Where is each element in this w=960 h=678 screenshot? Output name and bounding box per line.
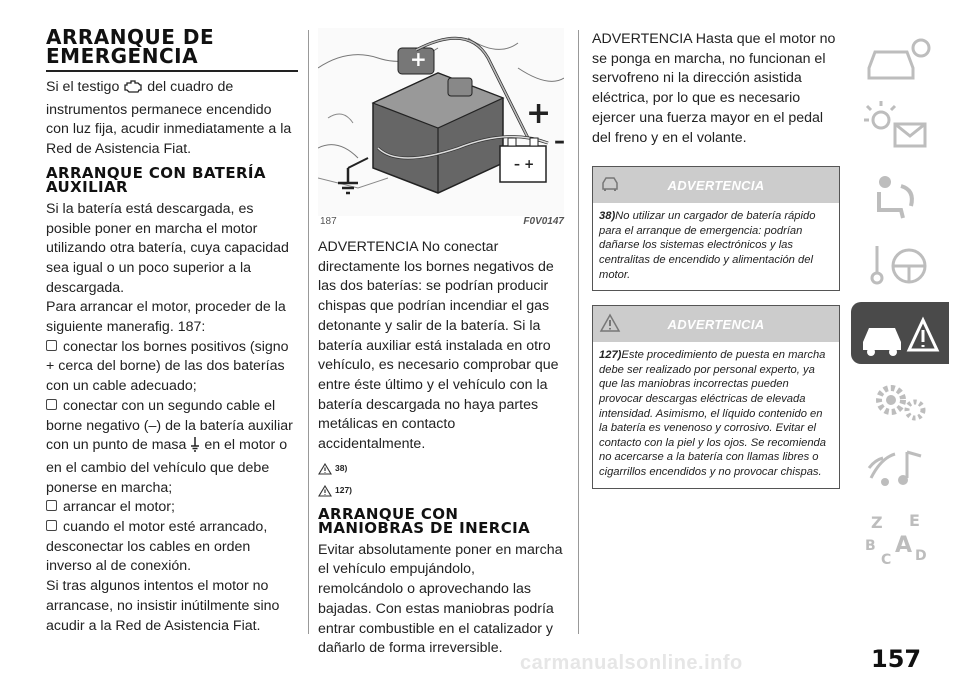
tab-emergency[interactable] bbox=[851, 302, 949, 364]
svg-text:C: C bbox=[881, 552, 892, 568]
section-title: ARRANQUE DE EMERGENCIA bbox=[46, 28, 298, 72]
svg-text:+: + bbox=[526, 96, 552, 131]
warning-triangle-icon bbox=[318, 485, 335, 499]
tab-maintenance[interactable] bbox=[851, 370, 949, 432]
warning-header: ADVERTENCIA bbox=[593, 306, 839, 342]
paragraph: Evitar absolutamente poner en marcha el vehículo empujándolo, remolcándolo o aprovechando las bajadas. Con estas maniobras podría entrar combustible en el catalizador y dañarlo de forma irreversible. bbox=[318, 541, 563, 657]
subsection-title: ARRANQUE CON BATERÍA AUXILIAR bbox=[46, 163, 266, 196]
subsection-title: ARRANQUE CON MANIOBRAS DE INERCIA bbox=[318, 504, 531, 537]
chapter-tabs bbox=[851, 30, 949, 574]
ground-icon bbox=[190, 437, 200, 459]
tab-multimedia[interactable] bbox=[851, 438, 949, 500]
page-number: 157 bbox=[871, 645, 922, 673]
svg-text:A: A bbox=[895, 533, 913, 558]
svg-text:E: E bbox=[909, 511, 920, 530]
column-3 bbox=[592, 30, 840, 489]
column-divider bbox=[578, 30, 579, 634]
tab-starting[interactable] bbox=[851, 234, 949, 296]
warning-body: 38)No utilizar un cargador de batería rápido para el arranque de emergencia: podrían dañarse los sistemas electrónicos y las centralitas de encendido y alimentación del motor. bbox=[599, 210, 816, 281]
paragraph: Si tras algunos intentos el motor no arrancase, no insistir inútilmente sino acudir a la Red de Asistencia Fiat. bbox=[46, 578, 280, 634]
tab-index[interactable] bbox=[851, 506, 949, 568]
warning-box bbox=[592, 305, 840, 488]
warning-body: 127)Este procedimiento de puesta en marcha debe ser realizado por personal experto, ya que las maniobras incorrectas pueden provocar descargas eléctricas de elevada intensidad. Asimismo, el líquido contenido en la batería es venenoso y corrosivo. Evitar el contacto con la piel y los ojos. Se recomienda no acercarse a la batería con llamas libres o cigarrillos encendidos y no provocar chispas. bbox=[599, 349, 826, 478]
svg-text:B: B bbox=[865, 538, 876, 554]
svg-text:D: D bbox=[915, 548, 927, 564]
reference-127: 127) bbox=[318, 485, 564, 499]
tab-safety[interactable] bbox=[851, 166, 949, 228]
battery-jump-figure bbox=[318, 28, 564, 216]
bullet-item: conectar los bornes positivos (signo + cerca del borne) de las dos baterías con un cable adecuado; bbox=[46, 338, 289, 395]
bullet-item: cuando el motor esté arrancado, desconectar los cables en orden inverso al de conexión. bbox=[46, 519, 268, 575]
figure-code: F0V0147 bbox=[523, 216, 564, 227]
reference-38: 38) bbox=[318, 463, 564, 477]
bullet-item: arrancar el motor; bbox=[46, 498, 298, 518]
engine-warning-icon bbox=[123, 79, 143, 101]
paragraph: Para arrancar el motor, proceder de la siguiente manerafig. 187: bbox=[46, 299, 286, 336]
intro-paragraph: Si el testigo del cuadro de instrumentos permanece encendido con luz fija, acudir inmediatamente a la Red de Asistencia Fiat. bbox=[46, 79, 292, 158]
bullet-icon bbox=[46, 340, 57, 351]
bullet-item: conectar con un segundo cable el borne negativo (–) de la batería auxiliar con un punto de masa en el motor o en el cambio del vehículo que debe ponerse en marcha; bbox=[46, 397, 293, 496]
column-1 bbox=[46, 25, 298, 636]
warning-box bbox=[592, 166, 840, 291]
tab-lights[interactable] bbox=[851, 98, 949, 160]
column-2 bbox=[318, 28, 564, 659]
paragraph: ADVERTENCIA No conectar directamente los bornes negativos de las dos baterías: se podrían producir chispas que podrían incendiar el gas detonante y salir de la batería. Si la batería auxiliar está instalada en otro vehículo, es necesario comprobar que entre éste último y el vehículo con la batería descargada no haya partes metálicas en contacto accidentalmente. bbox=[318, 239, 559, 453]
watermark: carmanualsonline.info bbox=[520, 652, 743, 674]
svg-text:+: + bbox=[410, 47, 427, 71]
figure-caption bbox=[318, 216, 564, 230]
bullet-icon bbox=[46, 399, 57, 410]
bullet-icon bbox=[46, 500, 57, 511]
warning-header: ADVERTENCIA bbox=[593, 167, 839, 203]
svg-text:– +: – + bbox=[514, 157, 535, 171]
bullet-icon bbox=[46, 520, 57, 531]
svg-text:Z: Z bbox=[871, 513, 883, 532]
tab-dashboard[interactable] bbox=[851, 30, 949, 92]
paragraph: Si la batería está descargada, es posible poner en marcha el motor utilizando otra batería, cuya capacidad sea igual o un poco superior a la descargada. bbox=[46, 200, 289, 296]
warning-triangle-icon bbox=[318, 463, 335, 477]
paragraph: ADVERTENCIA Hasta que el motor no se ponga en marcha, no funcionan el servofreno ni la dirección asistida eléctrica, por lo que es necesario ejercer una fuerza mayor en el pedal del freno y en el volante. bbox=[592, 31, 836, 146]
svg-text:–: – bbox=[554, 129, 564, 154]
column-divider bbox=[308, 30, 309, 634]
figure-number: 187 bbox=[320, 216, 337, 227]
